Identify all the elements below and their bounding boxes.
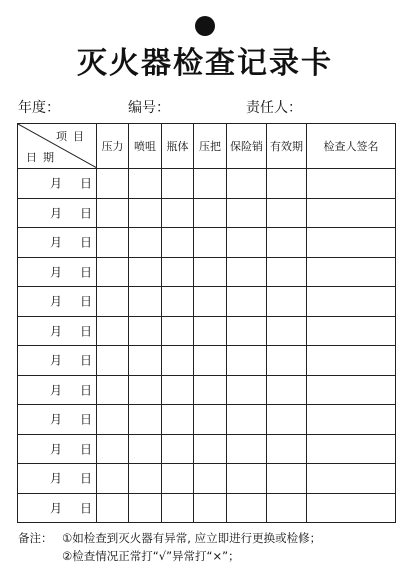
check-cell[interactable] [97, 493, 129, 523]
check-cell[interactable] [97, 228, 129, 258]
column-header-cylinder: 瓶体 [162, 124, 194, 169]
check-cell[interactable] [307, 493, 396, 523]
check-cell[interactable] [194, 257, 227, 287]
date-cell[interactable] [18, 493, 97, 523]
column-header-expiry: 有效期 [267, 124, 307, 169]
table-row [18, 169, 396, 199]
note-line-2: ②检查情况正常打“√”异常打“×”； [62, 549, 240, 563]
check-cell[interactable] [194, 346, 227, 376]
date-cell[interactable] [18, 375, 97, 405]
day-label: 日 [80, 294, 93, 309]
month-label: 月 [50, 383, 63, 398]
check-cell[interactable] [194, 169, 227, 199]
column-header-nozzle: 喷咀 [129, 124, 162, 169]
check-cell[interactable] [307, 464, 396, 494]
column-header-handle: 压把 [194, 124, 227, 169]
check-cell[interactable] [129, 405, 162, 435]
date-cell[interactable] [18, 464, 97, 494]
check-cell[interactable] [97, 198, 129, 228]
table-row [18, 434, 396, 464]
notes-label: 备注： [18, 531, 53, 545]
corner-date-label: 日期 [26, 151, 60, 164]
day-label: 日 [80, 206, 93, 221]
column-header-inspector-signature: 检查人签名 [307, 124, 396, 169]
month-label: 月 [50, 353, 63, 368]
check-cell[interactable] [194, 464, 227, 494]
check-cell[interactable] [162, 169, 194, 199]
check-cell[interactable] [129, 287, 162, 317]
check-cell[interactable] [129, 228, 162, 258]
number-label: 编号： [128, 100, 170, 116]
check-cell[interactable] [307, 316, 396, 346]
table-row [18, 346, 396, 376]
date-cell[interactable] [18, 316, 97, 346]
day-label: 日 [80, 353, 93, 368]
table-row [18, 464, 396, 494]
check-cell[interactable] [307, 228, 396, 258]
check-cell[interactable] [129, 464, 162, 494]
year-label: 年度： [18, 100, 60, 116]
day-label: 日 [80, 383, 93, 398]
table-row [18, 316, 396, 346]
check-cell[interactable] [97, 464, 129, 494]
month-label: 月 [50, 471, 63, 486]
day-label: 日 [80, 471, 93, 486]
check-cell[interactable] [97, 287, 129, 317]
check-cell[interactable] [129, 257, 162, 287]
check-cell[interactable] [194, 493, 227, 523]
card-title: 灭火器检查记录卡 [77, 46, 333, 81]
date-cell[interactable] [18, 287, 97, 317]
check-cell[interactable] [97, 434, 129, 464]
check-cell[interactable] [129, 493, 162, 523]
column-header-pressure: 压力 [97, 124, 129, 169]
month-label: 月 [50, 265, 63, 280]
month-label: 月 [50, 412, 63, 427]
hanging-hole-icon [195, 16, 215, 36]
date-cell[interactable] [18, 346, 97, 376]
check-cell[interactable] [162, 375, 194, 405]
check-cell[interactable] [194, 405, 227, 435]
day-label: 日 [80, 176, 93, 191]
check-cell[interactable] [307, 346, 396, 376]
check-cell[interactable] [227, 169, 267, 199]
note-line-1: ①如检查到灭火器有异常, 应立即进行更换或检修； [62, 531, 322, 545]
check-cell[interactable] [162, 228, 194, 258]
table-row [18, 228, 396, 258]
check-cell[interactable] [307, 375, 396, 405]
table-header-row [18, 124, 396, 169]
corner-item-label: 项目 [56, 130, 90, 143]
check-cell[interactable] [267, 198, 307, 228]
check-cell[interactable] [129, 434, 162, 464]
check-cell[interactable] [227, 198, 267, 228]
check-cell[interactable] [267, 346, 307, 376]
check-cell[interactable] [227, 375, 267, 405]
check-cell[interactable] [227, 405, 267, 435]
month-label: 月 [50, 501, 63, 516]
column-header-safety-pin: 保险销 [227, 124, 267, 169]
check-cell[interactable] [162, 257, 194, 287]
check-cell[interactable] [227, 287, 267, 317]
check-cell[interactable] [227, 464, 267, 494]
day-label: 日 [80, 324, 93, 339]
check-cell[interactable] [97, 375, 129, 405]
day-label: 日 [80, 235, 93, 250]
check-cell[interactable] [162, 405, 194, 435]
inspection-table-wrapper [17, 123, 395, 524]
check-cell[interactable] [267, 464, 307, 494]
inspection-table [17, 123, 396, 523]
check-cell[interactable] [129, 169, 162, 199]
check-cell[interactable] [227, 346, 267, 376]
check-cell[interactable] [227, 257, 267, 287]
check-cell[interactable] [194, 434, 227, 464]
day-label: 日 [80, 442, 93, 457]
check-cell[interactable] [97, 257, 129, 287]
check-cell[interactable] [307, 287, 396, 317]
check-cell[interactable] [129, 198, 162, 228]
month-label: 月 [50, 324, 63, 339]
day-label: 日 [80, 501, 93, 516]
check-cell[interactable] [162, 316, 194, 346]
month-label: 月 [50, 294, 63, 309]
check-cell[interactable] [307, 434, 396, 464]
check-cell[interactable] [97, 169, 129, 199]
check-cell[interactable] [267, 169, 307, 199]
check-cell[interactable] [267, 375, 307, 405]
date-cell[interactable] [18, 257, 97, 287]
check-cell[interactable] [162, 464, 194, 494]
check-cell[interactable] [227, 316, 267, 346]
table-row [18, 198, 396, 228]
check-cell[interactable] [267, 493, 307, 523]
day-label: 日 [80, 412, 93, 427]
table-body [18, 169, 396, 523]
check-cell[interactable] [162, 493, 194, 523]
month-label: 月 [50, 235, 63, 250]
date-cell[interactable] [18, 405, 97, 435]
check-cell[interactable] [162, 346, 194, 376]
check-cell[interactable] [307, 169, 396, 199]
check-cell[interactable] [267, 257, 307, 287]
table-row [18, 375, 396, 405]
check-cell[interactable] [267, 228, 307, 258]
table-row [18, 287, 396, 317]
check-cell[interactable] [227, 434, 267, 464]
check-cell[interactable] [162, 434, 194, 464]
check-cell[interactable] [162, 198, 194, 228]
check-cell[interactable] [267, 287, 307, 317]
month-label: 月 [50, 176, 63, 191]
check-cell[interactable] [267, 405, 307, 435]
check-cell[interactable] [194, 287, 227, 317]
check-cell[interactable] [97, 346, 129, 376]
check-cell[interactable] [307, 257, 396, 287]
month-label: 月 [50, 442, 63, 457]
check-cell[interactable] [267, 434, 307, 464]
check-cell[interactable] [129, 346, 162, 376]
date-cell[interactable] [18, 198, 97, 228]
check-cell[interactable] [129, 375, 162, 405]
check-cell[interactable] [227, 493, 267, 523]
check-cell[interactable] [194, 198, 227, 228]
check-cell[interactable] [194, 316, 227, 346]
month-label: 月 [50, 206, 63, 221]
check-cell[interactable] [307, 198, 396, 228]
check-cell[interactable] [267, 316, 307, 346]
corner-header-cell [18, 124, 97, 169]
check-cell[interactable] [162, 287, 194, 317]
check-cell[interactable] [129, 316, 162, 346]
date-cell[interactable] [18, 169, 97, 199]
table-row [18, 493, 396, 523]
day-label: 日 [80, 265, 93, 280]
check-cell[interactable] [97, 316, 129, 346]
date-cell[interactable] [18, 228, 97, 258]
check-cell[interactable] [194, 228, 227, 258]
check-cell[interactable] [97, 405, 129, 435]
responsible-label: 责任人： [246, 100, 302, 116]
table-row [18, 405, 396, 435]
check-cell[interactable] [194, 375, 227, 405]
table-row [18, 257, 396, 287]
check-cell[interactable] [307, 405, 396, 435]
date-cell[interactable] [18, 434, 97, 464]
check-cell[interactable] [227, 228, 267, 258]
